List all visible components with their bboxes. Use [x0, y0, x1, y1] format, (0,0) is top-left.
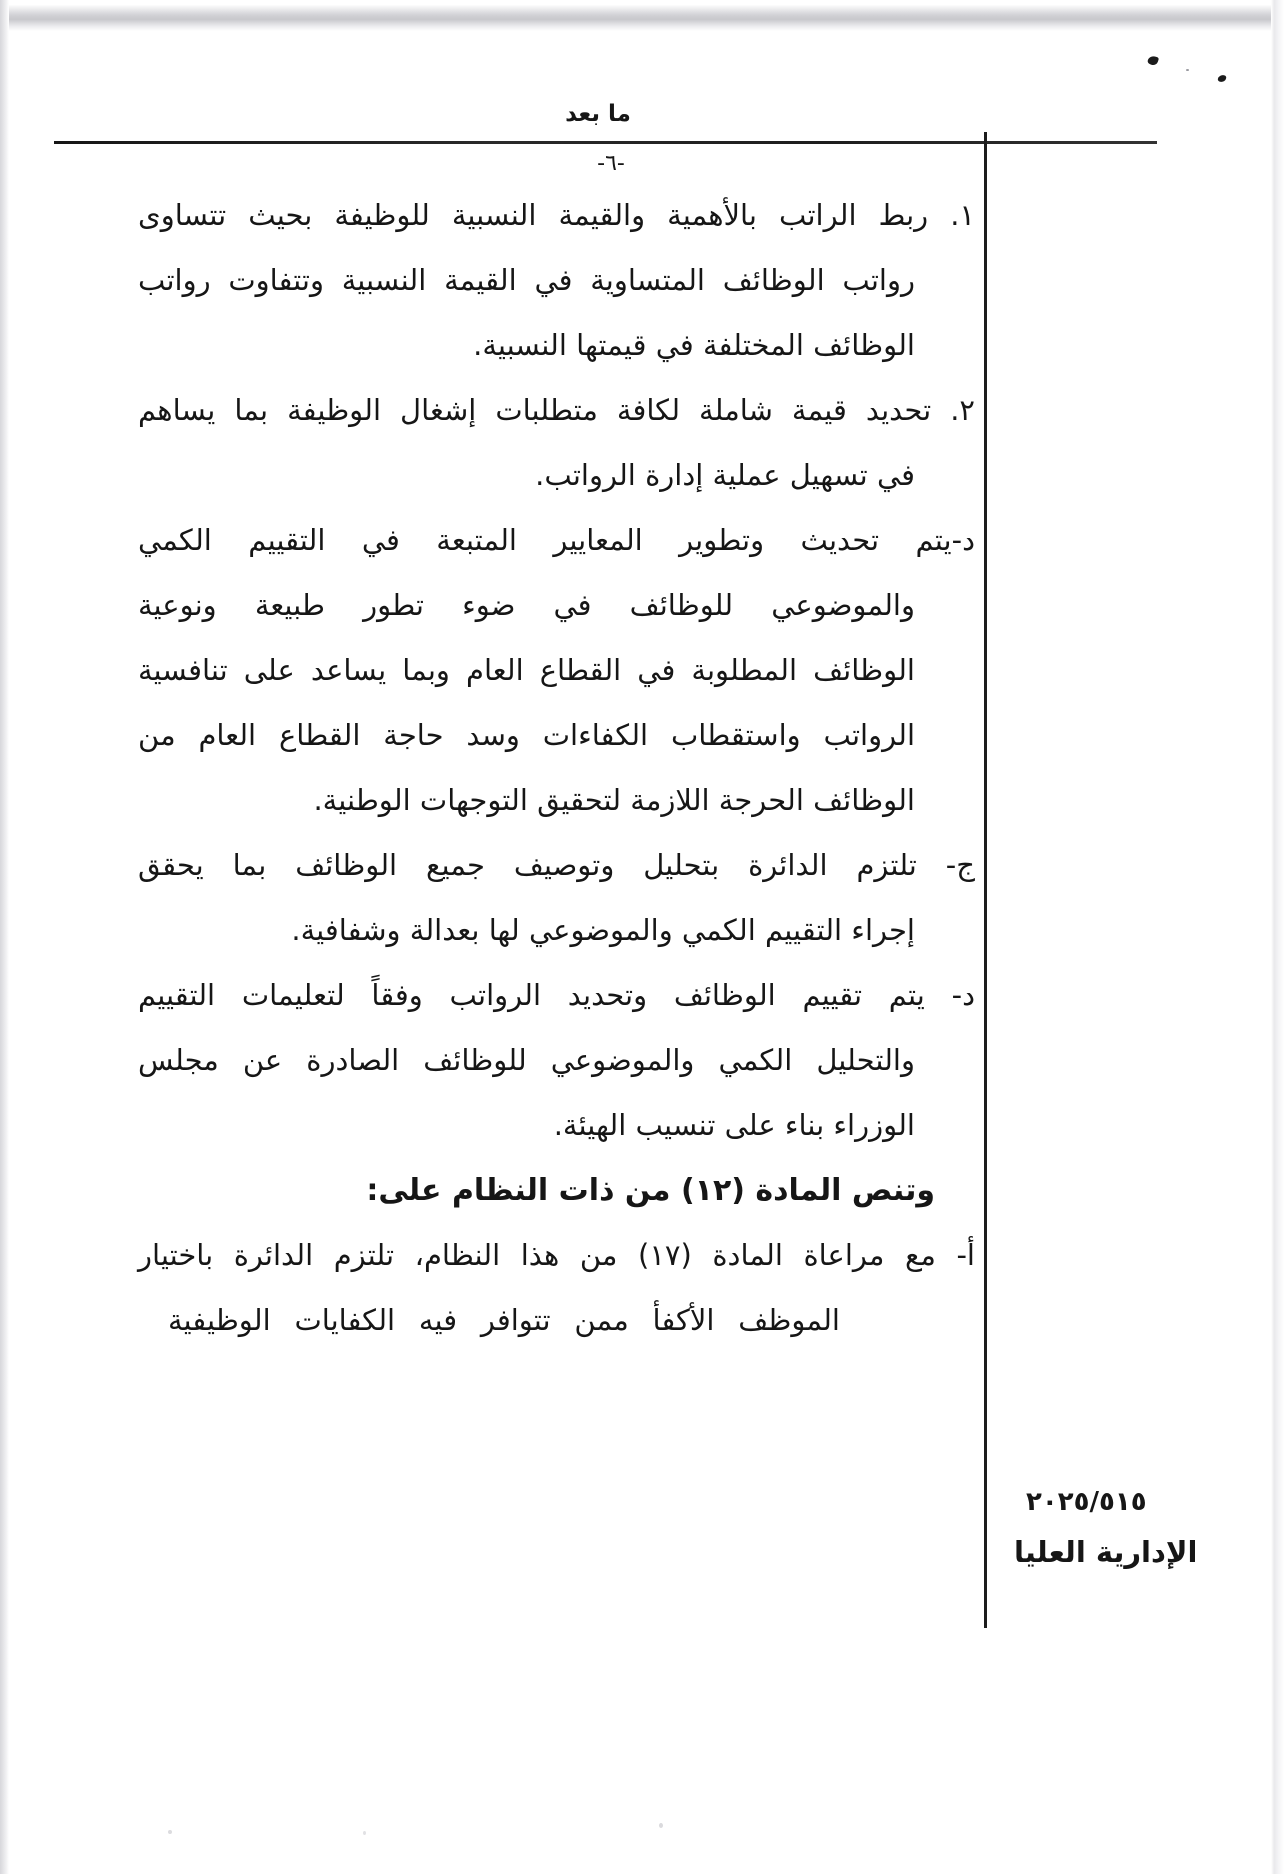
text-line: الرواتب واستقطاب الكفاءات وسد حاجة القطاع العام من: [138, 718, 915, 752]
margin-vertical-line: [984, 132, 987, 1628]
page-number: -٦-: [597, 151, 625, 176]
page-edge-shadow-top: [0, 5, 1272, 31]
article-heading: وتنص المادة (١٢) من ذات النظام على:: [366, 1173, 935, 1208]
text-line: الوظائف الحرجة اللازمة لتحقيق التوجهات الوطنية.: [313, 783, 915, 817]
text-line: الوظائف المطلوبة في القطاع العام وبما يساعد على تنافسية: [138, 653, 915, 687]
text-line: د-يتم تحديث وتطوير المعايير المتبعة في التقييم الكمي: [138, 523, 975, 557]
page-edge-shadow-left: [0, 0, 9, 1874]
text-line: والتحليل الكمي والموضوعي للوظائف الصادرة عن مجلس: [138, 1043, 915, 1077]
case-number: ٢٠٢٥/٥١٥: [1026, 1487, 1147, 1517]
scan-speck: [1217, 74, 1226, 82]
page-edge-shadow-right: [1271, 0, 1284, 1874]
lettered-item-a: [138, 1223, 980, 1353]
court-chamber-name: الإدارية العليا: [1014, 1535, 1198, 1569]
text-line: في تسهيل عملية إدارة الرواتب.: [535, 458, 915, 492]
text-line: الوظائف المختلفة في قيمتها النسبية.: [473, 328, 915, 362]
text-line: ١. ربط الراتب بالأهمية والقيمة النسبية للوظيفة بحيث تتساوى: [138, 198, 975, 232]
scan-speck: [659, 1823, 663, 1828]
text-line: ٢. تحديد قيمة شاملة لكافة متطلبات إشغال الوظيفة بما يساهم: [138, 393, 975, 427]
scan-speck: [168, 1830, 172, 1834]
scan-speck: [1186, 69, 1189, 71]
text-line: الوزراء بناء على تنسيب الهيئة.: [553, 1108, 915, 1142]
text-line: أ- مع مراعاة المادة (١٧) من هذا النظام، تلتزم الدائرة باختيار: [138, 1238, 975, 1272]
numbered-item-2: [138, 378, 980, 508]
scan-speck: [1147, 55, 1159, 67]
lettered-item-d2: [138, 963, 980, 1158]
scan-speck: [363, 1831, 366, 1835]
document-body: [138, 183, 980, 1353]
lettered-item-d1: [138, 508, 980, 833]
text-line: ج- تلتزم الدائرة بتحليل وتوصيف جميع الوظائف بما يحقق: [138, 848, 975, 882]
numbered-item-1: [138, 183, 980, 378]
text-line: والموضوعي للوظائف في ضوء تطور طبيعة ونوعية: [138, 588, 915, 622]
header-note: ما بعد: [565, 101, 631, 127]
text-line: إجراء التقييم الكمي والموضوعي لها بعدالة وشفافية.: [291, 913, 915, 947]
text-line: الموظف الأكفأ ممن تتوافر فيه الكفايات الوظيفية: [168, 1303, 840, 1337]
lettered-item-j: [138, 833, 980, 963]
text-line: رواتب الوظائف المتساوية في القيمة النسبية وتتفاوت رواتب: [138, 263, 915, 297]
header-divider-line: [54, 141, 1157, 144]
text-line: د- يتم تقييم الوظائف وتحديد الرواتب وفقاً لتعليمات التقييم: [138, 978, 975, 1012]
